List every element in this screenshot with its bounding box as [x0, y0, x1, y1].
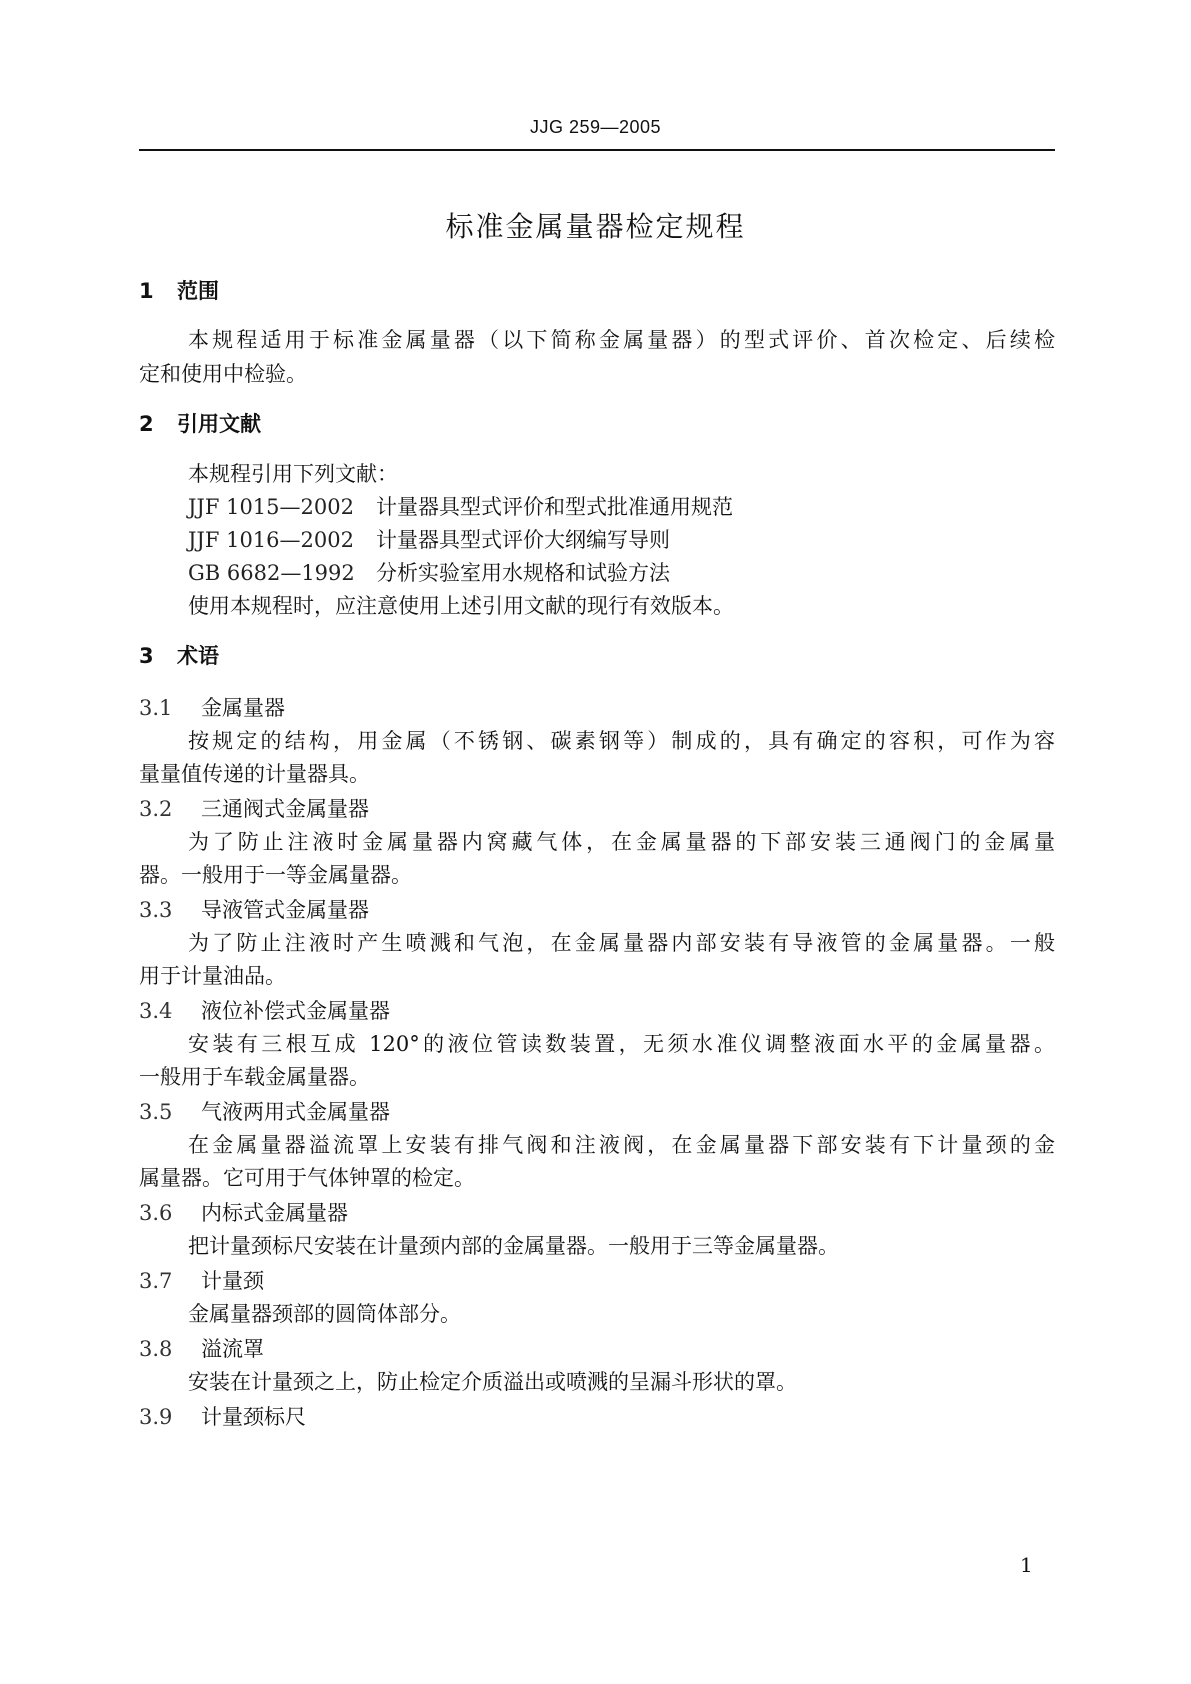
term-number: 3.5 — [139, 1100, 173, 1124]
reference-item — [188, 492, 1104, 522]
term-number: 3.3 — [139, 898, 173, 922]
section-heading-terms — [139, 641, 219, 671]
term-definition-line: 属量器。它可用于气体钟罩的检定。 — [139, 1166, 475, 1190]
reference-code: GB 6682—1992 — [188, 561, 355, 585]
section-heading-references — [139, 409, 261, 439]
term-heading — [139, 996, 390, 1026]
term-definition-line: 用于计量油品。 — [139, 964, 286, 988]
term-number: 3.2 — [139, 797, 173, 821]
term-heading — [139, 1334, 264, 1364]
term-definition-line: 器。一般用于一等金属量器。 — [139, 863, 412, 887]
term-name: 计量颈标尺 — [201, 1405, 306, 1429]
term-definition-line: 量量值传递的计量器具。 — [139, 762, 370, 786]
term-heading — [139, 895, 369, 925]
term-number: 3.9 — [139, 1405, 173, 1429]
section-heading-scope — [139, 276, 219, 306]
paragraph-line: 本规程适用于标准金属量器（以下简称金属量器）的型式评价、首次检定、后续检 — [188, 328, 1055, 352]
term-name: 气液两用式金属量器 — [201, 1100, 390, 1124]
term-number: 3.4 — [139, 999, 173, 1023]
section-number: 1 — [139, 279, 154, 303]
reference-code: JJF 1015—2002 — [188, 495, 354, 519]
paragraph-line: 定和使用中检验。 — [139, 362, 307, 386]
term-definition-line: 把计量颈标尺安装在计量颈内部的金属量器。一般用于三等金属量器。 — [188, 1234, 839, 1258]
paragraph-line: 本规程引用下列文献： — [188, 462, 398, 486]
reference-code: JJF 1016—2002 — [188, 528, 354, 552]
term-heading — [139, 1097, 390, 1127]
term-definition-line: 在金属量器溢流罩上安装有排气阀和注液阀，在金属量器下部安装有下计量颈的金 — [188, 1133, 1055, 1157]
section-number: 2 — [139, 412, 154, 436]
term-name: 内标式金属量器 — [201, 1201, 348, 1225]
reference-item — [188, 525, 1104, 555]
term-number: 3.7 — [139, 1269, 173, 1293]
term-name: 液位补偿式金属量器 — [201, 999, 390, 1023]
reference-item — [188, 558, 1104, 588]
reference-title: 计量器具型式评价大纲编写导则 — [376, 528, 670, 552]
term-definition-line: 金属量器颈部的圆筒体部分。 — [188, 1302, 461, 1326]
term-heading — [139, 794, 369, 824]
section-number: 3 — [139, 644, 154, 668]
term-definition-line: 安装有三根互成 120°的液位管读数装置，无须水准仪调整液面水平的金属量器。 — [188, 1032, 1055, 1056]
header-divider — [139, 149, 1055, 151]
document-title: 标准金属量器检定规程 — [445, 210, 746, 243]
section-title: 术语 — [177, 644, 219, 668]
term-definition-line: 按规定的结构，用金属（不锈钢、碳素钢等）制成的，具有确定的容积，可作为容 — [188, 729, 1055, 753]
reference-title: 计量器具型式评价和型式批准通用规范 — [376, 495, 733, 519]
term-name: 金属量器 — [201, 696, 285, 720]
page-number: 1 — [1020, 1553, 1033, 1577]
term-definition-line: 一般用于车载金属量器。 — [139, 1065, 370, 1089]
term-heading — [139, 693, 285, 723]
term-name: 三通阀式金属量器 — [201, 797, 369, 821]
term-heading — [139, 1402, 306, 1432]
term-heading — [139, 1266, 264, 1296]
paragraph-line: 使用本规程时，应注意使用上述引用文献的现行有效版本。 — [188, 594, 734, 618]
term-heading — [139, 1198, 348, 1228]
reference-title: 分析实验室用水规格和试验方法 — [376, 561, 670, 585]
section-title: 引用文献 — [177, 412, 261, 436]
term-name: 导液管式金属量器 — [201, 898, 369, 922]
term-name: 溢流罩 — [201, 1337, 264, 1361]
term-definition-line: 为了防止注液时金属量器内窝藏气体，在金属量器的下部安装三通阀门的金属量 — [188, 830, 1055, 854]
term-definition-line: 为了防止注液时产生喷溅和气泡，在金属量器内部安装有导液管的金属量器。一般 — [188, 931, 1055, 955]
term-number: 3.6 — [139, 1201, 173, 1225]
term-definition-line: 安装在计量颈之上，防止检定介质溢出或喷溅的呈漏斗形状的罩。 — [188, 1370, 797, 1394]
section-title: 范围 — [177, 279, 219, 303]
standard-code-header: JJG 259—2005 — [529, 117, 662, 137]
term-name: 计量颈 — [201, 1269, 264, 1293]
term-number: 3.8 — [139, 1337, 173, 1361]
term-number: 3.1 — [139, 696, 173, 720]
